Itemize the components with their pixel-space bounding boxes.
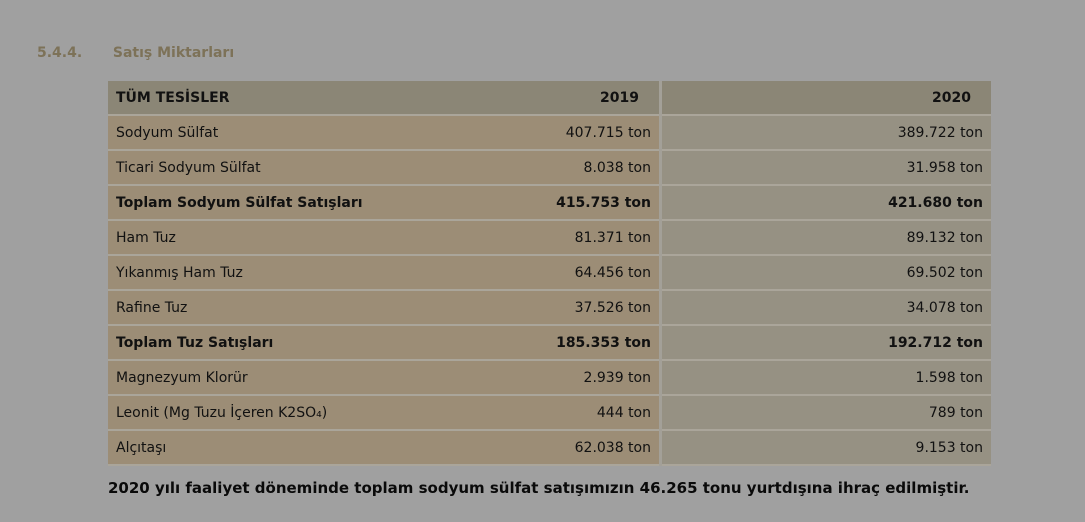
value-2019: 81.371 ton (505, 220, 661, 255)
value-2020: 1.598 ton (661, 360, 992, 395)
table-row (108, 360, 991, 395)
row-label: Sodyum Sülfat (108, 115, 505, 150)
table-header-row (108, 81, 991, 115)
table-row (108, 150, 991, 185)
value-2020: 34.078 ton (661, 290, 992, 325)
value-2020: 69.502 ton (661, 255, 992, 290)
section-number: 5.4.4. (37, 45, 83, 61)
row-label: Leonit (Mg Tuzu İçeren K2SO₄) (108, 395, 505, 430)
value-2019: 37.526 ton (505, 290, 661, 325)
section-title: Satış Miktarları (112, 45, 235, 61)
table-row (108, 290, 991, 325)
row-label: Ticari Sodyum Sülfat (108, 150, 505, 185)
value-2020: 31.958 ton (661, 150, 992, 185)
header-facilities: TÜM TESİSLER (108, 81, 505, 115)
table-row (108, 185, 991, 220)
value-2020: 9.153 ton (661, 430, 992, 465)
row-label: Magnezyum Klorür (108, 360, 505, 395)
row-label: Toplam Sodyum Sülfat Satışları (108, 185, 505, 220)
value-2019: 64.456 ton (505, 255, 661, 290)
row-label: Ham Tuz (108, 220, 505, 255)
row-label: Alçıtaşı (108, 430, 505, 465)
header-2019: 2019 (505, 81, 661, 115)
table-row (108, 325, 991, 360)
value-2020: 789 ton (661, 395, 992, 430)
sales-table (108, 81, 991, 466)
value-2020: 192.712 ton (661, 325, 992, 360)
header-2020: 2020 (661, 81, 992, 115)
value-2019: 407.715 ton (505, 115, 661, 150)
value-2019: 2.939 ton (505, 360, 661, 395)
value-2020: 389.722 ton (661, 115, 992, 150)
row-label: Yıkanmış Ham Tuz (108, 255, 505, 290)
table-row (108, 220, 991, 255)
value-2019: 444 ton (505, 395, 661, 430)
value-2019: 415.753 ton (505, 185, 661, 220)
table-row (108, 115, 991, 150)
value-2019: 8.038 ton (505, 150, 661, 185)
value-2020: 421.680 ton (661, 185, 992, 220)
value-2020: 89.132 ton (661, 220, 992, 255)
table-row (108, 255, 991, 290)
value-2019: 185.353 ton (505, 325, 661, 360)
row-label: Rafine Tuz (108, 290, 505, 325)
footnote: 2020 yılı faaliyet döneminde toplam sodyum sülfat satışımızın 46.265 tonu yurtdışına ihraç edilmiştir. (108, 479, 970, 497)
table-row (108, 430, 991, 465)
section-heading (37, 45, 234, 61)
value-2019: 62.038 ton (505, 430, 661, 465)
table-row (108, 395, 991, 430)
row-label: Toplam Tuz Satışları (108, 325, 505, 360)
